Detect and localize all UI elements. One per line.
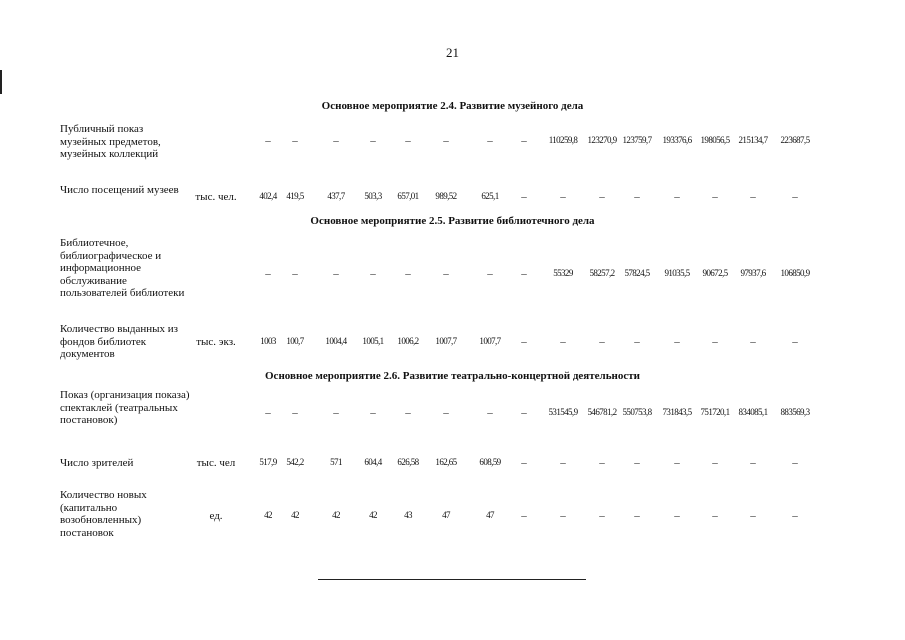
table-cell: 1003 bbox=[260, 336, 276, 346]
table-cell: – bbox=[712, 457, 718, 469]
table-cell: 625,1 bbox=[481, 191, 499, 201]
table-cell: – bbox=[405, 268, 411, 280]
row-unit: тыс. экз. bbox=[196, 336, 236, 348]
table-cell: 989,52 bbox=[435, 191, 457, 201]
table-cell: – bbox=[634, 510, 640, 522]
table-cell: – bbox=[265, 268, 271, 280]
table-cell: 531545,9 bbox=[548, 407, 578, 417]
table-cell: – bbox=[750, 510, 756, 522]
table-cell: 751720,1 bbox=[700, 407, 730, 417]
table-cell: 546781,2 bbox=[587, 407, 617, 417]
table-cell: 123270,9 bbox=[587, 135, 617, 145]
row-label: Число зрителей bbox=[60, 457, 134, 469]
table-cell: 110259,8 bbox=[548, 135, 578, 145]
table-cell: – bbox=[599, 336, 605, 348]
table-cell: – bbox=[750, 191, 756, 203]
table-cell: – bbox=[521, 268, 527, 280]
table-cell: 604,4 bbox=[364, 457, 382, 467]
table-cell: 42 bbox=[264, 510, 272, 520]
table-cell: – bbox=[333, 135, 339, 147]
table-cell: 731843,5 bbox=[662, 407, 692, 417]
table-cell: – bbox=[521, 191, 527, 203]
section-title-2-4: Основное мероприятие 2.4. Развитие музейного дела bbox=[321, 100, 584, 112]
table-cell: 223687,5 bbox=[780, 135, 810, 145]
table-cell: – bbox=[443, 407, 449, 419]
table-cell: – bbox=[712, 510, 718, 522]
table-cell: – bbox=[370, 135, 376, 147]
table-cell: – bbox=[487, 268, 493, 280]
table-cell: – bbox=[634, 191, 640, 203]
table-cell: – bbox=[265, 135, 271, 147]
table-cell: – bbox=[265, 407, 271, 419]
table-cell: – bbox=[674, 191, 680, 203]
table-cell: 608,59 bbox=[479, 457, 501, 467]
table-cell: – bbox=[521, 457, 527, 469]
table-cell: 57824,5 bbox=[624, 268, 650, 278]
table-cell: 58257,2 bbox=[589, 268, 615, 278]
table-cell: – bbox=[599, 191, 605, 203]
table-cell: – bbox=[599, 457, 605, 469]
table-cell: – bbox=[792, 457, 798, 469]
table-cell: 90672,5 bbox=[702, 268, 728, 278]
table-cell: 1007,7 bbox=[479, 336, 501, 346]
table-cell: 542,2 bbox=[286, 457, 304, 467]
table-cell: – bbox=[521, 407, 527, 419]
table-cell: – bbox=[792, 336, 798, 348]
table-cell: 571 bbox=[330, 457, 342, 467]
table-cell: – bbox=[487, 135, 493, 147]
table-cell: 100,7 bbox=[286, 336, 304, 346]
table-cell: 517,9 bbox=[259, 457, 277, 467]
table-cell: – bbox=[405, 407, 411, 419]
table-cell: – bbox=[333, 268, 339, 280]
table-cell: – bbox=[560, 457, 566, 469]
table-cell: – bbox=[443, 135, 449, 147]
table-cell: – bbox=[521, 336, 527, 348]
table-cell: – bbox=[792, 510, 798, 522]
table-cell: 47 bbox=[486, 510, 494, 520]
table-cell: – bbox=[521, 135, 527, 147]
table-cell: – bbox=[521, 510, 527, 522]
table-cell: 834085,1 bbox=[738, 407, 768, 417]
table-cell: 97937,6 bbox=[740, 268, 766, 278]
footer-rule bbox=[318, 579, 586, 580]
table-cell: – bbox=[634, 457, 640, 469]
table-cell: 47 bbox=[442, 510, 450, 520]
table-cell: – bbox=[634, 336, 640, 348]
section-title-2-5: Основное мероприятие 2.5. Развитие библиотечного дела bbox=[310, 215, 595, 227]
table-cell: 42 bbox=[291, 510, 299, 520]
row-label: Публичный показ музейных предметов, музейных коллекций bbox=[60, 123, 161, 160]
row-label: Показ (организация показа) спектаклей (театральных постановок) bbox=[60, 389, 190, 426]
table-cell: – bbox=[712, 191, 718, 203]
table-cell: 42 bbox=[332, 510, 340, 520]
table-cell: – bbox=[370, 407, 376, 419]
section-title-2-6: Основное мероприятие 2.6. Развитие театрально-концертной деятельности bbox=[265, 370, 640, 382]
table-cell: 1007,7 bbox=[435, 336, 457, 346]
table-cell: 550753,8 bbox=[622, 407, 652, 417]
table-cell: – bbox=[405, 135, 411, 147]
table-cell: – bbox=[750, 457, 756, 469]
table-cell: – bbox=[443, 268, 449, 280]
table-cell: – bbox=[792, 191, 798, 203]
table-cell: – bbox=[560, 191, 566, 203]
table-cell: – bbox=[674, 457, 680, 469]
table-cell: 1004,4 bbox=[325, 336, 347, 346]
table-cell: 626,58 bbox=[397, 457, 419, 467]
table-cell: – bbox=[560, 336, 566, 348]
row-unit: тыс. чел. bbox=[195, 191, 237, 203]
table-cell: 402,4 bbox=[259, 191, 277, 201]
row-label: Библиотечное, библиографическое и информационное обслуживание пользователей библиотеки bbox=[60, 237, 185, 299]
table-cell: 43 bbox=[404, 510, 412, 520]
table-cell: 42 bbox=[369, 510, 377, 520]
table-cell: 503,3 bbox=[364, 191, 382, 201]
row-unit: тыс. чел bbox=[196, 457, 236, 469]
table-cell: 1005,1 bbox=[362, 336, 384, 346]
table-cell: – bbox=[750, 336, 756, 348]
row-label: Количество новых (капитально возобновленных) постановок bbox=[60, 489, 147, 539]
table-cell: 162,65 bbox=[435, 457, 457, 467]
row-label: Количество выданных из фондов библиотек документов bbox=[60, 323, 178, 360]
table-cell: 91035,5 bbox=[664, 268, 690, 278]
page-number: 21 bbox=[446, 45, 459, 60]
table-cell: – bbox=[292, 135, 298, 147]
table-cell: – bbox=[674, 336, 680, 348]
table-cell: 215134,7 bbox=[738, 135, 768, 145]
table-cell: 198056,5 bbox=[700, 135, 730, 145]
table-cell: – bbox=[292, 407, 298, 419]
table-cell: 123759,7 bbox=[622, 135, 652, 145]
table-cell: – bbox=[333, 407, 339, 419]
table-cell: 55329 bbox=[553, 268, 573, 278]
table-cell: – bbox=[560, 510, 566, 522]
page-edge-mark bbox=[0, 70, 2, 94]
table-cell: 437,7 bbox=[327, 191, 345, 201]
table-cell: – bbox=[292, 268, 298, 280]
table-cell: 1006,2 bbox=[397, 336, 419, 346]
table-cell: – bbox=[370, 268, 376, 280]
table-cell: 106850,9 bbox=[780, 268, 810, 278]
row-unit: ед. bbox=[209, 510, 223, 522]
table-cell: 419,5 bbox=[286, 191, 304, 201]
table-cell: – bbox=[674, 510, 680, 522]
table-cell: 657,01 bbox=[397, 191, 419, 201]
table-cell: – bbox=[599, 510, 605, 522]
table-cell: 193376,6 bbox=[662, 135, 692, 145]
table-cell: – bbox=[487, 407, 493, 419]
table-cell: 883569,3 bbox=[780, 407, 810, 417]
table-cell: – bbox=[712, 336, 718, 348]
row-label: Число посещений музеев bbox=[60, 184, 179, 196]
